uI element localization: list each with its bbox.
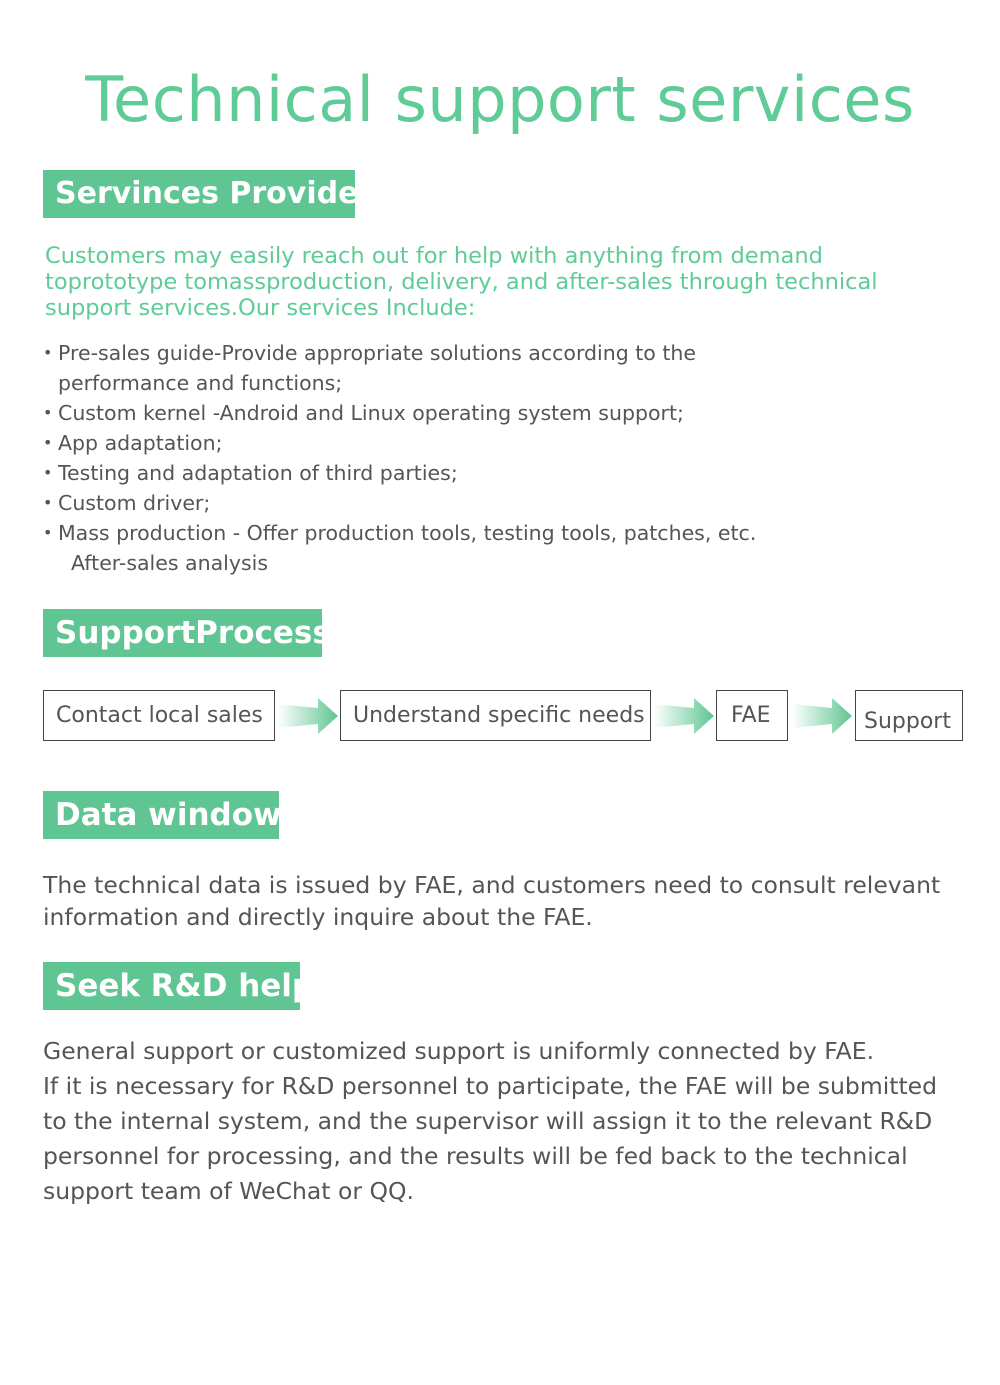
list-item-text: Mass production - Offer production tools, testing tools, patches, etc. [58,521,757,545]
list-item [43,398,943,428]
list-item [43,458,943,488]
arrow-right-icon [654,696,716,736]
section-header-data-window: Data window [43,791,279,839]
section-header-services: Servinces Provided [43,170,355,218]
seek-help-text [43,1034,943,1209]
seek-help-line: personnel for processing, and the results will be fed back to the technical [43,1142,908,1170]
page-title: Technical support services [85,63,915,136]
seek-help-line: to the internal system, and the supervisor will assign it to the relevant R&D [43,1107,933,1135]
list-item [43,338,943,398]
list-item-text: App adaptation; [58,431,223,455]
after-sales-text: After-sales analysis [71,551,269,575]
bullet-icon: • [43,403,53,422]
process-step-contact-sales: Contact local sales [43,690,275,741]
arrow-right-icon [278,696,340,736]
services-intro: Customers may easily reach out for help with anything from demand toprototype tomassproduction, delivery, and after-sales through technical support services.Our services Include: [45,243,878,321]
seek-help-line: If it is necessary for R&D personnel to participate, the FAE will be submitted [43,1072,938,1100]
list-item [43,518,943,578]
list-item-text: Testing and adaptation of third parties; [58,461,458,485]
bullet-icon: • [43,343,53,362]
list-item-text: Pre-sales guide-Provide appropriate solutions according to the [58,341,696,365]
section-header-seek-help: Seek R&D help [43,962,300,1010]
bullet-icon: • [43,493,53,512]
arrow-right-icon [792,696,854,736]
process-step-fae: FAE [716,690,788,741]
services-list [43,338,943,578]
seek-help-line: support team of WeChat or QQ. [43,1177,414,1205]
data-window-text: The technical data is issued by FAE, and customers need to consult relevant information and directly inquire about the FAE. [43,871,941,931]
bullet-icon: • [43,433,53,452]
list-item-text: Custom kernel -Android and Linux operating system support; [58,401,684,425]
bullet-icon: • [43,463,53,482]
seek-help-line: General support or customized support is uniformly connected by FAE. [43,1037,875,1065]
list-item-text: Custom driver; [58,491,211,515]
list-item [43,488,943,518]
bullet-icon: • [43,523,53,542]
list-item [43,428,943,458]
section-header-process: SupportProcess [43,609,322,657]
process-step-understand-needs: Understand specific needs [340,690,651,741]
process-step-support: Support [855,690,963,741]
list-item-text-continued: performance and functions; [58,371,343,395]
